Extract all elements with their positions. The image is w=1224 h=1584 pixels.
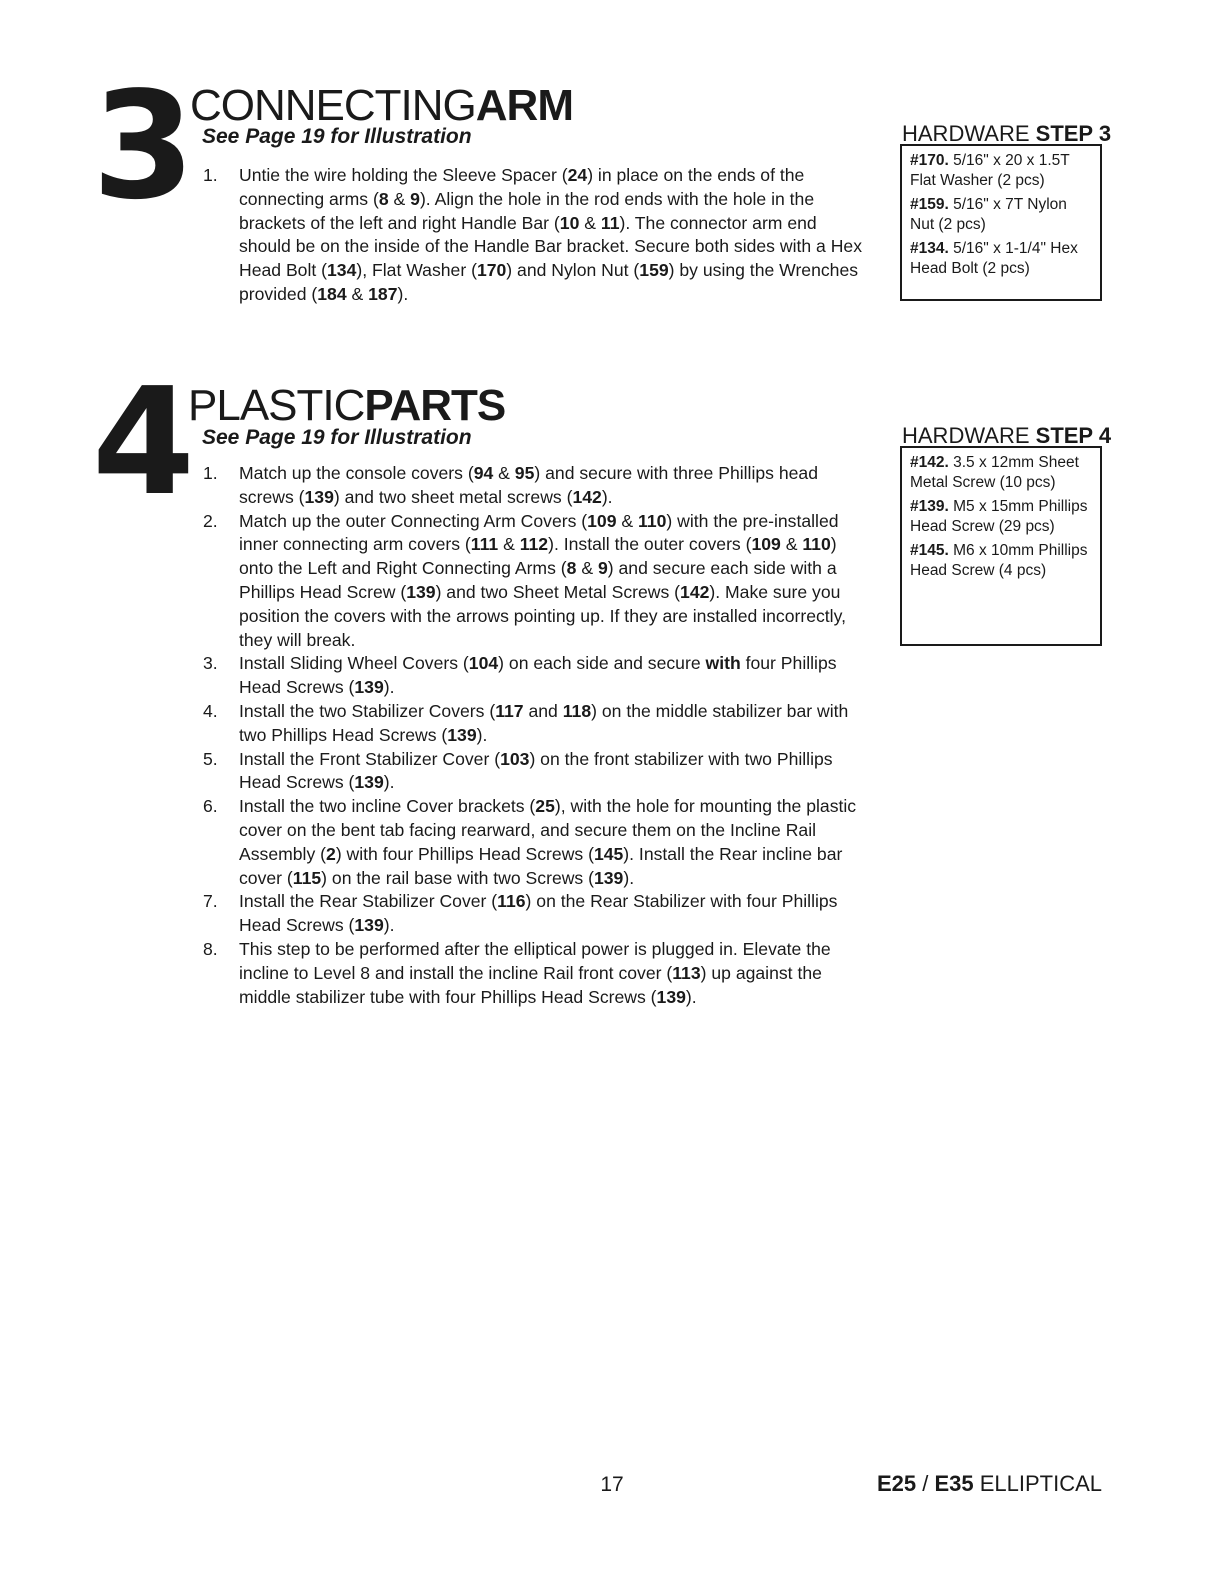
- part-number-ref: 116: [497, 891, 526, 912]
- instruction-number: 6.: [203, 796, 218, 817]
- step-4-title-bold: PARTS: [364, 381, 506, 430]
- instruction-text: &: [388, 188, 411, 209]
- step-3-title: [190, 81, 573, 130]
- instruction-item: [203, 748, 873, 796]
- instruction-text: ) and secure each side with a Phillips Head Screw (: [239, 558, 837, 602]
- part-number-ref: 113: [672, 962, 701, 983]
- instruction-text: Install the Rear Stabilizer Cover (: [239, 891, 498, 912]
- instruction-number: 2.: [203, 510, 218, 531]
- page-number: 17: [600, 1473, 624, 1496]
- part-number-ref: 8: [566, 558, 577, 579]
- part-number-ref: 145: [593, 843, 624, 864]
- part-number-ref: 139: [406, 581, 436, 602]
- part-number-ref: 95: [514, 463, 535, 483]
- instruction-text: Install the two Stabilizer Covers (: [239, 700, 496, 721]
- instruction-text: &: [498, 534, 520, 555]
- model-suffix: ELLIPTICAL: [973, 1471, 1102, 1496]
- part-number-ref: 103: [500, 748, 530, 769]
- step-3-title-light: CONNECTING: [190, 81, 476, 130]
- instruction-number: 1.: [203, 165, 218, 185]
- instruction-text: ).: [623, 867, 635, 888]
- instruction-text: Match up the outer Connecting Arm Covers (: [239, 510, 588, 531]
- model-separator: /: [916, 1471, 935, 1496]
- hardware-description: 5/16" x 7T Nylon Nut (2 pcs): [910, 196, 1067, 233]
- instruction-text: ).: [383, 677, 395, 698]
- instruction-text: ).: [476, 724, 488, 745]
- instruction-text: ) and secure with three Phillips head screws (: [239, 463, 818, 507]
- instruction-text: ) in place on the ends of the connecting arms (: [239, 165, 805, 209]
- instruction-number: 7.: [203, 891, 218, 912]
- step-4-title-light: PLASTIC: [188, 381, 365, 430]
- instruction-text: ) and Nylon Nut (: [506, 260, 640, 281]
- hardware-step-4-heading-light: HARDWARE: [902, 423, 1036, 448]
- part-number-ref: 139: [354, 677, 384, 698]
- instruction-text: &: [576, 558, 598, 579]
- instruction-number: 4.: [203, 700, 218, 721]
- hardware-code: #159.: [910, 196, 949, 213]
- part-number-ref: 117: [495, 700, 524, 721]
- instruction-text: Install Sliding Wheel Covers (: [239, 653, 469, 674]
- instruction-text: ) on the Rear Stabilizer with four Phillips Head Screws (: [239, 891, 838, 936]
- instruction-item: [203, 164, 868, 307]
- instruction-item: [203, 938, 873, 1009]
- instruction-text: ).: [685, 986, 697, 1007]
- hardware-step-3-heading: [902, 123, 1111, 145]
- step-4-subtitle: See Page 19 for Illustration: [202, 426, 472, 449]
- part-number-ref: 109: [587, 510, 617, 531]
- instruction-text: ).: [383, 772, 395, 793]
- hardware-description: M6 x 10mm Phillips Head Screw (4 pcs): [910, 542, 1088, 579]
- hardware-description: 5/16" x 1-1/4" Hex Head Bolt (2 pcs): [910, 240, 1078, 277]
- part-number-ref: 109: [751, 534, 781, 555]
- part-number-ref: 2: [326, 843, 336, 864]
- instruction-text: ) and two sheet metal screws (: [333, 486, 573, 507]
- part-number-ref: 139: [656, 986, 686, 1007]
- instruction-number: 8.: [203, 938, 218, 959]
- part-number-ref: 139: [354, 772, 384, 793]
- model-label: [877, 1471, 1102, 1497]
- hardware-code: #134.: [910, 240, 949, 257]
- instruction-text: ), Flat Washer (: [356, 260, 477, 281]
- instruction-text: ). Install the outer covers (: [548, 534, 752, 555]
- step-3-subtitle: See Page 19 for Illustration: [202, 125, 472, 148]
- part-number-ref: 9: [597, 558, 608, 579]
- hardware-code: #139.: [910, 498, 949, 515]
- part-number-ref: 104: [468, 653, 499, 674]
- hardware-step-4-heading-bold: STEP 4: [1035, 423, 1112, 448]
- instruction-item: [203, 652, 873, 700]
- part-number-ref: 139: [304, 486, 334, 507]
- hardware-code: #145.: [910, 542, 949, 559]
- part-number-ref: 139: [593, 867, 624, 888]
- hardware-step-4-box: [900, 446, 1102, 646]
- instruction-text: Install the two incline Cover brackets (: [239, 796, 536, 817]
- part-number-ref: 159: [639, 260, 669, 281]
- part-number-ref: with: [705, 653, 741, 674]
- instruction-text: ) on the front stabilizer with two Phillips Head Screws (: [239, 748, 833, 793]
- part-number-ref: 134: [327, 260, 357, 281]
- instruction-text: &: [616, 510, 639, 531]
- instruction-text: ) and two Sheet Metal Screws (: [435, 581, 681, 602]
- hardware-item: [910, 151, 1092, 191]
- part-number-ref: 139: [447, 724, 477, 745]
- hardware-step-3-box: [900, 144, 1102, 301]
- step-3-number: 3: [92, 60, 193, 232]
- instruction-text: ).: [601, 486, 613, 507]
- hardware-item: [910, 195, 1092, 235]
- instruction-text: &: [493, 463, 515, 483]
- instruction-text: &: [780, 534, 803, 555]
- hardware-step-3-heading-bold: STEP 3: [1035, 121, 1112, 146]
- part-number-ref: 24: [567, 165, 588, 185]
- part-number-ref: 94: [473, 463, 494, 483]
- step-4-instructions: [203, 462, 873, 1009]
- instruction-item: [203, 510, 873, 653]
- hardware-code: #142.: [910, 454, 949, 471]
- hardware-code: #170.: [910, 152, 949, 169]
- instruction-item: [203, 462, 873, 510]
- part-number-ref: 139: [354, 915, 384, 936]
- step-4-title: [188, 381, 506, 430]
- instruction-number: 1.: [203, 463, 218, 483]
- step-3-instructions: [203, 164, 868, 307]
- instruction-text: ). Align the hole in the rod ends with the hole in the brackets of the left and right Handle Bar (: [239, 188, 815, 233]
- instruction-text: ) by using the Wrenches provided (: [239, 260, 859, 304]
- hardware-step-4-heading: [902, 425, 1111, 447]
- part-number-ref: 25: [535, 796, 555, 817]
- hardware-description: 5/16" x 20 x 1.5T Flat Washer (2 pcs): [910, 152, 1070, 189]
- part-number-ref: 8: [378, 188, 389, 209]
- instruction-text: ) up against the middle stabilizer tube with four Phillips Head Screws (: [239, 962, 822, 1007]
- step-4-number: 4: [92, 356, 193, 528]
- part-number-ref: 142: [680, 581, 710, 602]
- step-3-title-bold: ARM: [475, 81, 573, 130]
- part-number-ref: 110: [802, 534, 831, 555]
- model-a: E25: [876, 1471, 917, 1496]
- instruction-text: ).: [383, 915, 395, 936]
- part-number-ref: 110: [638, 510, 667, 531]
- hardware-step-3-heading-light: HARDWARE: [902, 121, 1036, 146]
- hardware-description: 3.5 x 12mm Sheet Metal Screw (10 pcs): [910, 454, 1079, 491]
- instruction-item: [203, 700, 873, 748]
- instruction-text: &: [579, 212, 601, 233]
- instruction-number: 3.: [203, 653, 218, 674]
- instruction-number: 5.: [203, 748, 218, 769]
- instruction-text: and: [523, 700, 563, 721]
- part-number-ref: 115: [292, 867, 322, 888]
- instruction-text: This step to be performed after the elliptical power is plugged in. Elevate the incline to Level 8 and install the incline Rail front cover (: [239, 938, 831, 983]
- instruction-text: ).: [397, 283, 409, 304]
- instruction-text: ) onto the Left and Right Connecting Arms (: [239, 534, 837, 579]
- instruction-text: four Phillips Head Screws (: [239, 653, 837, 698]
- instruction-text: ). Install the Rear incline bar cover (: [239, 843, 843, 888]
- part-number-ref: 184: [317, 283, 347, 304]
- part-number-ref: 111: [470, 534, 499, 555]
- part-number-ref: 170: [476, 260, 507, 281]
- part-number-ref: 187: [368, 283, 398, 304]
- model-b: E35: [934, 1471, 974, 1496]
- hardware-item: [910, 453, 1092, 493]
- part-number-ref: 10: [559, 212, 580, 233]
- part-number-ref: 142: [572, 486, 602, 507]
- instruction-text: Install the Front Stabilizer Cover (: [239, 748, 501, 769]
- instruction-text: &: [346, 283, 369, 304]
- instruction-text: ). Make sure you position the covers with the arrows pointing up. If they are installed incorrectly, they will break.: [239, 581, 846, 650]
- part-number-ref: 9: [410, 188, 420, 209]
- instruction-text: ), with the hole for mounting the plastic cover on the bent tab facing rearward, and secure them on the Incline Rail Assembly (: [239, 796, 857, 864]
- hardware-item: [910, 497, 1092, 537]
- hardware-description: M5 x 15mm Phillips Head Screw (29 pcs): [910, 498, 1088, 535]
- instruction-item: [203, 890, 873, 938]
- instruction-text: ). The connector arm end should be on the inside of the Handle Bar bracket. Secure both sides with a Hex Head Bolt (: [239, 212, 862, 281]
- part-number-ref: 112: [519, 534, 549, 555]
- instruction-text: ) on the rail base with two Screws (: [321, 867, 594, 888]
- instruction-text: ) on the middle stabilizer bar with two Phillips Head Screws (: [239, 700, 849, 745]
- hardware-item: [910, 541, 1092, 581]
- hardware-item: [910, 239, 1092, 279]
- instruction-text: Untie the wire holding the Sleeve Spacer (: [239, 165, 568, 185]
- instruction-item: [203, 795, 873, 890]
- instruction-text: ) with the pre-installed inner connecting arm covers (: [239, 510, 839, 555]
- instruction-text: ) on each side and secure: [498, 653, 706, 674]
- part-number-ref: 11: [600, 212, 620, 233]
- instruction-text: Match up the console covers (: [239, 463, 474, 483]
- part-number-ref: 118: [562, 700, 592, 721]
- instruction-text: ) with four Phillips Head Screws (: [335, 843, 594, 864]
